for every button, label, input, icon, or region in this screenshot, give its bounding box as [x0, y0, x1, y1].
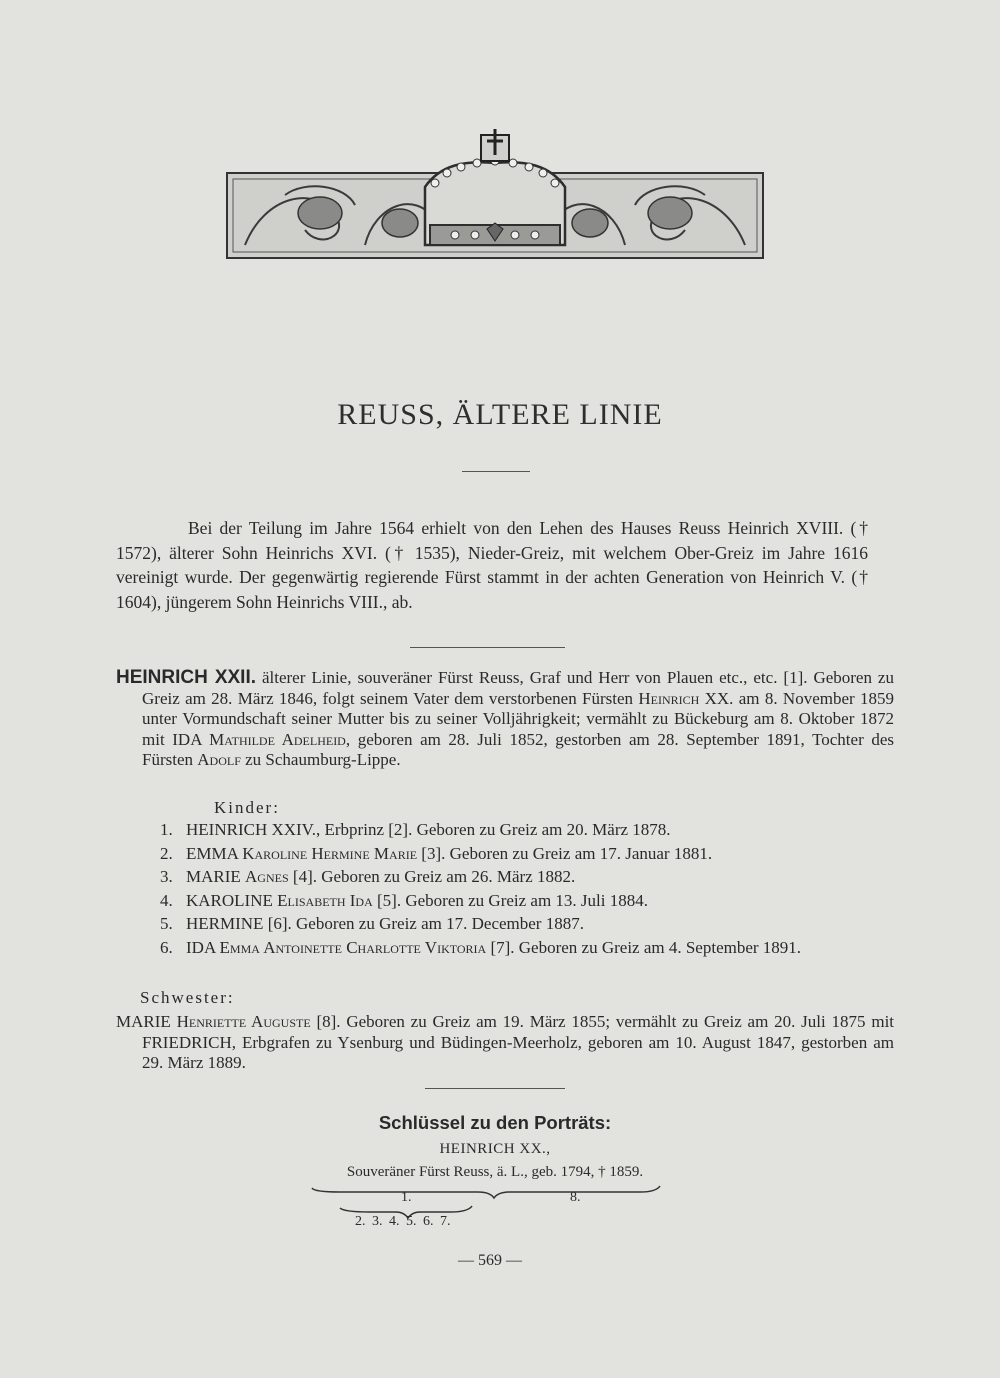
- children-label: Kinder:: [214, 798, 280, 817]
- child-details: [7]. Geboren zu Greiz am 4. September 1891.: [486, 937, 802, 957]
- child-details: [6]. Geboren zu Greiz am 17. December 1887.: [263, 914, 584, 934]
- portrait-key-name: HEINRICH XX.,: [439, 1141, 551, 1157]
- entry-name: HEINRICH XXII.: [116, 667, 257, 688]
- child-name: HEINRICH XXIV.: [186, 820, 317, 839]
- child-name: MARIE: [186, 867, 246, 887]
- child-name: EMMA: [186, 843, 243, 863]
- child-number: 6.: [160, 937, 173, 957]
- entry-text: , geboren am 28. Juli 1852, gestorben am 28. September 1891, Tochter des Fürsten: [142, 729, 895, 770]
- entry-text: zu Schaumburg-Lippe.: [240, 750, 401, 770]
- sister-name: MARIE: [116, 1012, 177, 1031]
- portrait-key-number: 8.: [570, 1190, 581, 1205]
- child-names: Emma Antoinette Charlotte Viktoria: [219, 937, 487, 957]
- child-name: HERMINE: [186, 914, 264, 934]
- child-item: [140, 844, 870, 865]
- crown-ornament-headpiece: [225, 125, 765, 270]
- sister-names: Henriette Auguste: [176, 1012, 311, 1031]
- child-number: 5.: [160, 914, 173, 934]
- child-name: IDA: [186, 937, 220, 957]
- entry-text: XX. am 8. November 1859 unter Vormundschaft seiner Mutter bis zu seiner Volljährigkeit; vermählt zu Bückeburg am 8. Oktober 1872 mit IDA: [142, 688, 894, 749]
- sister-label: Schwester:: [140, 988, 235, 1007]
- sister-entry: [116, 1012, 894, 1074]
- child-number: 2.: [160, 843, 173, 863]
- entry-text: älterer Linie, souveräner Fürst Reuss, Graf und Herr von Plauen etc., etc. [1]. Geboren zu Greiz am 28. März 1846, folgt seinem Vater dem verstorbenen Fürsten: [142, 668, 894, 708]
- entry-wife: Mathilde Adelheid: [209, 729, 346, 749]
- page-number: — 569 —: [458, 1252, 522, 1269]
- child-names: Agnes: [245, 867, 289, 887]
- children-list: [140, 820, 870, 962]
- entry-wife-father: Adolf: [197, 750, 241, 770]
- divider: [462, 471, 530, 472]
- divider: [425, 1088, 565, 1089]
- child-names: Karoline Hermine Marie: [242, 843, 418, 863]
- divider: [410, 647, 565, 648]
- child-names: Elisabeth Ida: [277, 890, 373, 910]
- child-item: [140, 938, 870, 959]
- portrait-key-line: Souveräner Fürst Reuss, ä. L., geb. 1794, † 1859.: [346, 1164, 644, 1180]
- child-item: [140, 867, 870, 888]
- sister-details: [8]. Geboren zu Greiz am 19. März 1855; vermählt zu Greiz am 20. Juli 1875 mit FRIEDRICH, Erbgrafen zu Ysenburg und Büdingen-Meerholz, geboren am 10. August 1847, gestorben am 29. März 1889.: [142, 1012, 895, 1072]
- portrait-key-number: 1.: [401, 1190, 412, 1205]
- child-item: [140, 820, 870, 841]
- child-name: KAROLINE: [186, 890, 278, 910]
- intro-paragraph: Bei der Teilung im Jahre 1564 erhielt von den Lehen des Hauses Reuss Heinrich XVIII. († 1572), älterer Sohn Heinrichs XVI. († 1535), Nieder-Greiz, mit welchem Ober-Greiz im Jahre 1616 vereinigt wurde. Der gegenwärtig regierende Fürst stammt in der achten Generation von Heinrich V. († 1604), jüngerem Sohn Heinrichs VIII., ab.: [116, 518, 868, 612]
- child-number: 1.: [160, 820, 173, 839]
- child-item: [140, 891, 870, 912]
- child-details: [5]. Geboren zu Greiz am 13. Juli 1884.: [372, 890, 648, 910]
- child-details: [3]. Geboren zu Greiz am 17. Januar 1881.: [417, 843, 713, 863]
- page-title: REUSS, ÄLTERE LINIE: [337, 398, 663, 431]
- portrait-key-title: Schlüssel zu den Porträts:: [378, 1112, 612, 1133]
- child-details: , Erbprinz [2]. Geboren zu Greiz am 20. März 1878.: [316, 820, 671, 839]
- child-number: 4.: [160, 890, 173, 910]
- child-item: [140, 914, 870, 935]
- entry-father: Heinrich: [638, 688, 700, 708]
- child-details: [4]. Geboren zu Greiz am 26. März 1882.: [288, 867, 576, 887]
- main-entry: [116, 668, 894, 771]
- child-number: 3.: [160, 867, 173, 887]
- portrait-key-children: 2. 3. 4. 5. 6. 7.: [355, 1214, 451, 1229]
